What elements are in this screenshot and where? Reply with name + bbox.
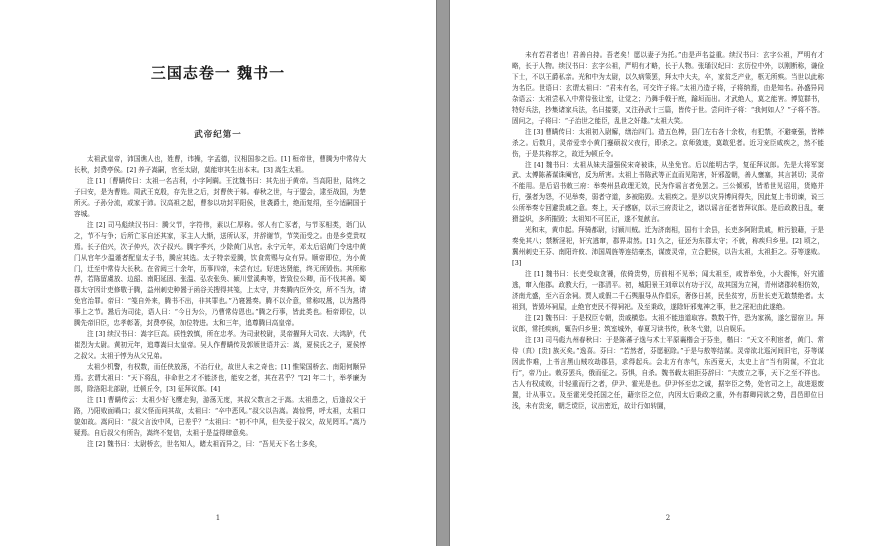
page-1-body (74, 154, 366, 512)
paragraph: 太祖少机警，有权数，而任侠放荡，不治行业，故世人未之奇也；[1] 惟梁国桥玄、南阳何颙异焉。玄谓太祖曰：“天下将乱，非命世之才不能济也，能安之者，其在君乎？”[2] 年二十，举孝廉为郎，除洛阳北部尉，迁顿丘令，[3] 征拜议郎。[4] (74, 363, 366, 394)
chapter-title: 武帝纪第一 (194, 130, 242, 140)
annotation-paragraph: 注 [4] 魏书曰：太祖从妹夫濦强侯宋奇被诛，从坐免官。后以能明古学，复征拜议郎。先是大将军窦武、太傅陈蕃谋诛阉官，反为所害。太祖上书陈武等正直而见陷害，奸邪盈朝，善人壅塞，其言甚切；灵帝不能用。是后诏书敕三府：举奏州县政理无效，民为作谣言者免罢之。三公倾邪，皆希世见诏用，货赂并行，强者为怨，不见举奏，弱者守道，多被陷毁。太祖疾之。是岁以灾异博问得失，因此复上书切谏，说三公所举奏专回避贵戚之意。奏上，天子感寤，以示三府责让之，诸以谣言征者皆拜议郎。是后政教日乱，豪猾益炽，多所摧毁；太祖知不可匡正，遂不复献言。 (512, 160, 824, 224)
annotation-paragraph: 注 [1] 魏书曰：长吏受取贪饕，依倚贵势，历前相不见举；闻太祖至，咸皆举免，小大震怖，奸宄遁逃，窜入他郡。政教大行，一郡清平。初，城阳景王刘章以有功于汉，故其国为立祠，青州诸郡转相仿效，济南尤盛，至六百余祠。贾人或假二千石舆服导从作倡乐，奢侈日甚，民坐贫穷，历世长吏无敢禁绝者。太祖到，皆毁坏祠屋，止绝官吏民不得祠祀。及至秉政，遂除奸邪鬼神之事，世之淫祀由此遂绝。 (512, 270, 824, 311)
annotation-paragraph: 注 [2] 魏书曰：太尉桥玄，世名知人，睹太祖而异之，曰：“吾见天下名士多矣， (87, 439, 322, 448)
paragraph: 光和末，黄巾起。拜骑都尉，讨颍川贼。迁为济南相，国有十余县，长吏多阿附贵戚，赃污狼藉，于是奏免其八；禁断淫祀，奸宄逃窜，郡界肃然。[1] 久之，征还为东郡太守；不就，称疾归乡里。[2] 顷之，冀州刺史王芬、南阳许攸、沛国周旌等连结豪杰，谋废灵帝，立合肥侯，以告太祖，太祖拒之。芬等遂败。[3] (512, 226, 824, 268)
document-page-2 (449, 0, 886, 546)
annotation-paragraph: 注 [3] 司马彪九州春秋曰：于是陈蕃子逸与术士平原襄楷会于芬坐，楷曰：“天文不利宦者，黄门、常侍（真）[贵] 族灭矣。”逸喜。芬曰：“若然者，芬愿驱除。”于是与敖等结谋。灵帝欲北巡河间旧宅，芬等谋因此作难，上书言黑山贼攻劫郡县，求得起兵。会北方有赤气，东西竟天，太史上言“当有阴谋，不宜北行”，帝乃止。敕芬罢兵，俄而征之。芬惧，自杀。魏书载太祖拒芬辞曰：“夫废立之事，天下之至不祥也。古人有权成败，计轻重而行之者，伊尹、霍光是也。伊尹怀至忠之诚，据宰臣之势，处官司之上，故进退废置，计从事立。及至霍光受托国之任，藉宗臣之位，内因太后秉政之重，外有群卿同欲之势，昌邑即位日浅，未有贵宠，朝乏谠臣，议出密近，故计行如转圜， (512, 335, 824, 410)
annotation-paragraph: 注 [3] 曹瞒传曰：太祖初入尉廨，缮治四门。造五色棒，县门左右各十余枚，有犯禁，不避豪强，皆棒杀之。后数月，灵帝爱幸小黄门蹇硕叔父夜行，即杀之。京师敛迹，莫敢犯者。近习宠臣咸疾之，然不能伤，于是共称荐之，故迁为顿丘令。 (512, 127, 824, 158)
document-page-1 (0, 0, 437, 546)
page-number: 2 (665, 514, 671, 522)
paragraph: 太祖武皇帝，沛国谯人也，姓曹，讳操，字孟德，汉相国参之后。[1] 桓帝世，曹腾为中常侍大长秋，封费亭侯。[2] 养子嵩嗣，官至太尉，莫能审其生出本末。[3] 嵩生太祖。 (74, 155, 366, 174)
book-title: 三国志卷一 魏书一 (150, 64, 286, 82)
annotation-paragraph: 注 [3] 续汉书曰：嵩字巨高。质性敦慎，所在忠孝。为司隶校尉，灵帝擢拜大司农、大鸿胪，代崔烈为太尉。黄初元年，追尊嵩曰太皇帝。吴人作曹瞒传及郭颁世语并云：嵩，夏侯氏之子，夏侯惇之叔父。太祖于惇为从父兄弟。 (74, 330, 366, 361)
annotation-paragraph: 注 [1]〔曹瞒传曰：太祖一名吉利，小字阿瞒。王沈魏书曰：其先出于黄帝。当高阳世，陆终之子曰安，是为曹姓。周武王克殷，存先世之后，封曹侠于邾。春秋之世，与于盟会，逮至战国，为楚所灭。子孙分流，或家于沛。汉高祖之起，曹参以功封平阳侯，世袭爵土，绝而复绍，至今适嗣国于容城。 (74, 176, 366, 218)
page-number: 1 (215, 514, 221, 522)
annotation-paragraph: 注 [1] 曹瞒传云：太祖少好飞鹰走狗，游荡无度，其叔父数言之于嵩。太祖患之，后逢叔父于路，乃阳败面喎口；叔父怪而问其故，太祖曰：“卒中恶风。”叔父以告嵩。嵩惊愕，呼太祖，太祖口貌如故。嵩问曰：“叔父言汝中风，已差乎？”太祖曰：“初不中风，但失爱于叔父，故见罔耳。”嵩乃疑焉。自后叔父有所告，嵩终不复信，太祖于是益得肆意矣。 (74, 395, 366, 437)
page-2-body (512, 50, 824, 516)
paragraph: 未有若君者也！君善自持。吾老矣！愿以妻子为托。”由是声名益重。续汉书曰：玄字公祖，严明有才略，长于人物。续汉书曰：玄字公祖，严明有才略，长于人物。张璠汉纪曰：玄历位中外，以刚断称，谦俭下士，不以王爵私亲。光和中为太尉，以久病策罢，拜太中大夫，卒，家贫乏产业，柩无所殡。当世以此称为名臣。世语曰：玄谓太祖曰：“君未有名，可交许子将。”太祖乃造子将，子将纳焉，由是知名。孙盛异同杂语云：太祖尝私入中常侍张让室，让觉之；乃舞手戟于庭，踰垣而出。才武绝人，莫之能害。博览群书，特好兵法，抄集诸家兵法，名曰接要，又注孙武十三篇，皆传于世。尝问许子将：“我何如人？”子将不答。固问之，子将曰：“子治世之能臣，乱世之奸雄。”太祖大笑。 (512, 51, 824, 125)
annotation-paragraph: 注 [2] 魏书曰：于是权臣专朝，贵戚横恣。太祖不能违道取容。数数干忤，恐为家祸，遂乞留宿卫。拜议郎，常托疾病，辄告归乡里；筑室城外，春夏习读书传，秋冬弋猎，以自娱乐。 (512, 313, 824, 333)
annotation-paragraph: 注 [2] 司马彪续汉书曰：腾父节，字符伟，素以仁厚称。邻人有亡豕者，与节豕相类，诣门认之，节不与争；后所亡豕自还其家，豕主人大惭，送所认豕，并辞谢节，节笑而受之。由是乡党贵叹焉。长子伯兴，次子仲兴，次子叔兴。腾字季兴，少除黄门从官。永宁元年，邓太后诏黄门令选中黄门从官年少温谨者配皇太子书，腾应其选。太子特亲爱腾，饮食赏赐与众有异。顺帝即位，为小黄门，迁至中常侍大长秋。在省闼三十余年，历事四帝，未尝有过。好进达贤能，终无所毁伤。其所称荐，若陈留虞放、边韶、南阳延固、张温、弘农张奂、颍川堂溪典等，皆致位公卿，而不伐其善。蜀郡太守因计吏修敬于腾，益州刺史种暠于函谷关搜得其笺，上太守，并奏腾内臣外交，所不当为，请免官治罪。帝曰：“笺自外来，腾书不出，非其罪也。”乃寝暠奏。腾不以介意，常称叹暠，以为暠得事上之节。暠后为司徒，语人曰：“今日为公，乃曹常侍恩也。”腾之行事，皆此类也。桓帝即位，以腾先帝旧臣，忠孝彰著，封费亭侯，加位特进。太和三年，追尊腾曰高皇帝。 (74, 220, 366, 328)
